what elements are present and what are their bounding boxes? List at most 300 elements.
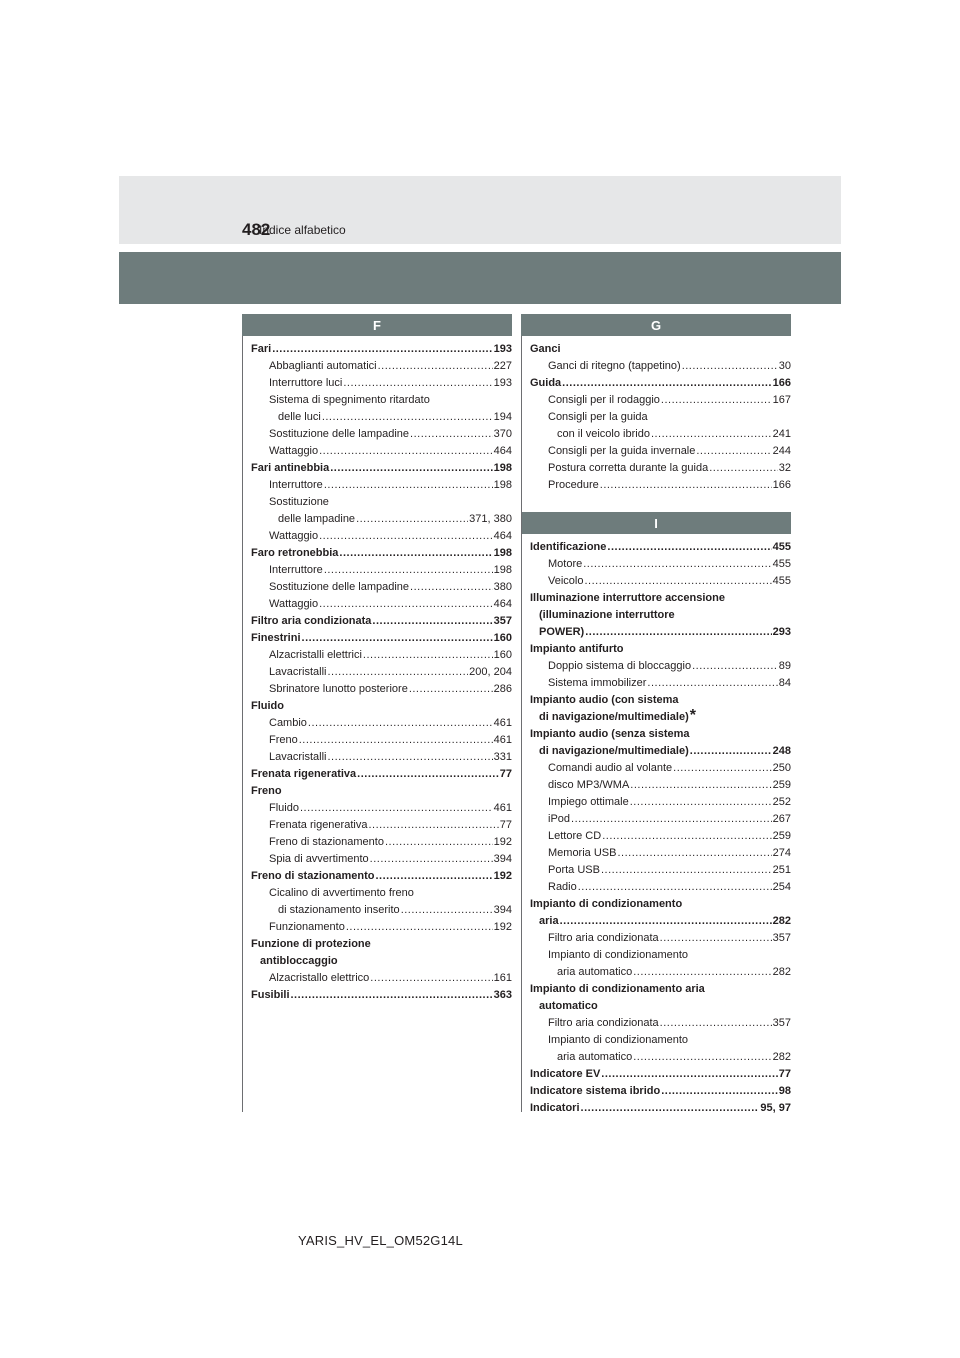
index-entry	[251, 970, 512, 987]
index-term: Ganci	[530, 343, 561, 355]
page-reference: 282	[772, 966, 791, 978]
index-entry	[251, 375, 512, 392]
index-term: Interruttore	[269, 564, 323, 576]
page-reference: 464	[493, 598, 512, 610]
index-term: Impianto di condizionamento	[530, 898, 683, 910]
dot-leader	[324, 477, 493, 494]
index-term: Memoria USB	[548, 847, 617, 859]
dot-leader	[302, 630, 493, 647]
index-entry	[530, 392, 791, 409]
page-reference: 293	[772, 626, 791, 638]
dot-leader	[401, 902, 493, 919]
index-term: Fari	[251, 343, 272, 355]
page-reference: 461	[493, 802, 512, 814]
index-term: Interruttore luci	[269, 377, 343, 389]
page-reference: 254	[772, 881, 791, 893]
page-reference: 357	[772, 1017, 791, 1029]
page-reference: 357	[772, 932, 791, 944]
dot-leader	[682, 358, 778, 375]
page-reference: 455	[772, 558, 791, 570]
page-reference: 464	[493, 530, 512, 542]
index-term: Consigli per la guida	[548, 411, 648, 423]
dot-leader	[661, 1083, 778, 1100]
index-entry	[530, 981, 791, 998]
index-entry	[530, 1015, 791, 1032]
index-term: Sistema di spegnimento ritardato	[269, 394, 430, 406]
index-term: (illuminazione interruttore	[539, 609, 675, 621]
index-entry	[251, 358, 512, 375]
index-entry	[251, 562, 512, 579]
dot-leader	[368, 817, 498, 834]
index-entry	[251, 953, 512, 970]
index-term: Indicatore sistema ibrido	[530, 1085, 661, 1097]
index-entry	[251, 817, 512, 834]
column-divider-left	[242, 336, 243, 1112]
index-term: aria	[539, 915, 559, 927]
index-term: Indicatore EV	[530, 1068, 601, 1080]
index-entry	[530, 1083, 791, 1100]
dot-leader	[346, 919, 493, 936]
index-entry	[251, 392, 512, 409]
index-term: disco MP3/WMA	[548, 779, 630, 791]
column-divider-right	[521, 336, 522, 1112]
index-entry	[530, 1100, 791, 1117]
index-entry	[251, 783, 512, 800]
page-reference: 282	[772, 1051, 791, 1063]
page-reference: 77	[499, 768, 512, 780]
index-term: di navigazione/multimediale)	[539, 711, 689, 723]
page-reference: 77	[499, 819, 512, 831]
dot-leader	[633, 964, 771, 981]
index-term: Filtro aria condizionata	[548, 1017, 659, 1029]
dot-leader	[385, 834, 493, 851]
page-reference: 380	[493, 581, 512, 593]
index-term: Freno di stazionamento	[251, 870, 375, 882]
index-term: Consigli per la guida invernale	[548, 445, 696, 457]
index-entry	[251, 613, 512, 630]
index-entry	[251, 902, 512, 919]
index-term: Consigli per il rodaggio	[548, 394, 660, 406]
index-term: delle lampadine	[278, 513, 356, 525]
index-term: Sostituzione delle lampadine	[269, 428, 410, 440]
index-term: aria automatico	[557, 1051, 633, 1063]
index-entry	[251, 681, 512, 698]
page-reference: 394	[493, 904, 512, 916]
dot-leader	[690, 743, 772, 760]
page-reference: 251	[772, 864, 791, 876]
index-term: Sbrinatore lunotto posteriore	[269, 683, 408, 695]
index-term: Fluido	[269, 802, 299, 814]
page-reference: 455	[772, 541, 791, 553]
dot-leader	[709, 460, 778, 477]
index-entry	[251, 511, 512, 528]
dot-leader	[585, 624, 771, 641]
dot-leader	[661, 392, 772, 409]
dot-leader	[601, 862, 772, 879]
dot-leader	[319, 596, 493, 613]
page-reference: 161	[493, 972, 512, 984]
page-reference: 267	[772, 813, 791, 825]
page-reference: 198	[493, 479, 512, 491]
page-reference: 30	[778, 360, 791, 372]
dot-leader	[327, 749, 492, 766]
index-term: Freno di stazionamento	[269, 836, 384, 848]
index-entry	[251, 341, 512, 358]
page-reference: 331	[493, 751, 512, 763]
index-term: iPod	[548, 813, 571, 825]
section-gap	[521, 494, 791, 512]
page-reference: 193	[493, 377, 512, 389]
index-term: delle luci	[278, 411, 321, 423]
index-term: con il veicolo ibrido	[557, 428, 650, 440]
dot-leader	[410, 426, 493, 443]
index-term: POWER)	[539, 626, 585, 638]
index-entry	[251, 596, 512, 613]
page-reference: 248	[772, 745, 791, 757]
dot-leader	[692, 658, 778, 675]
page-reference: 259	[772, 830, 791, 842]
dot-leader	[602, 828, 771, 845]
index-entry	[530, 460, 791, 477]
dot-leader	[647, 675, 777, 692]
index-term: Cambio	[269, 717, 307, 729]
page-reference: 84	[778, 677, 791, 689]
page-reference: 241	[772, 428, 791, 440]
page-reference: 167	[772, 394, 791, 406]
page-reference: 250	[772, 762, 791, 774]
page-reference: 160	[493, 632, 512, 644]
index-entry	[530, 641, 791, 658]
index-term: Procedure	[548, 479, 599, 491]
index-term: Fari antinebbia	[251, 462, 330, 474]
index-entry	[251, 800, 512, 817]
dot-leader	[581, 1100, 760, 1117]
index-entry	[530, 998, 791, 1015]
index-term: Alzacristallo elettrico	[269, 972, 370, 984]
page-reference: 32	[778, 462, 791, 474]
index-term: Impianto di condizionamento	[548, 1034, 689, 1046]
index-entry	[251, 698, 512, 715]
page-reference: 244	[772, 445, 791, 457]
index-entry	[251, 868, 512, 885]
index-term: Wattaggio	[269, 445, 319, 457]
header-dark-band	[119, 252, 841, 304]
index-entry	[530, 930, 791, 947]
page-reference: 198	[493, 462, 512, 474]
index-entry	[251, 477, 512, 494]
dot-leader	[308, 715, 493, 732]
index-term: automatico	[539, 1000, 598, 1012]
index-term: Finestrini	[251, 632, 301, 644]
index-entry	[251, 885, 512, 902]
section-letter-header: G	[521, 314, 791, 336]
page-reference: 461	[493, 717, 512, 729]
index-term: Freno	[251, 785, 282, 797]
dot-leader	[571, 811, 772, 828]
index-entry	[251, 460, 512, 477]
index-term: Doppio sistema di bloccaggio	[548, 660, 692, 672]
index-term: di navigazione/multimediale)	[539, 745, 689, 757]
dot-leader	[327, 664, 468, 681]
index-entry	[530, 726, 791, 743]
index-entry	[530, 539, 791, 556]
index-entry: di navigazione/multimediale) *	[539, 707, 696, 724]
dot-leader	[319, 443, 493, 460]
dot-leader	[370, 851, 493, 868]
dot-leader	[370, 970, 492, 987]
index-term: Funzione di protezione	[251, 938, 371, 950]
index-term: Veicolo	[548, 575, 584, 587]
page-reference: 286	[493, 683, 512, 695]
dot-leader	[319, 528, 493, 545]
page-reference: 194	[493, 411, 512, 423]
index-entry	[530, 913, 791, 930]
page-reference: 394	[493, 853, 512, 865]
dot-leader	[660, 930, 772, 947]
dot-leader	[410, 579, 493, 596]
index-entry	[251, 528, 512, 545]
page-reference: 198	[493, 564, 512, 576]
index-entry	[251, 715, 512, 732]
index-term: Filtro aria condizionata	[251, 615, 372, 627]
index-term: Comandi audio al volante	[548, 762, 673, 774]
index-entry	[251, 732, 512, 749]
index-entry	[251, 545, 512, 562]
page-reference: 95, 97	[760, 1102, 791, 1114]
index-entry	[251, 851, 512, 868]
dot-leader	[363, 647, 493, 664]
index-entry	[530, 862, 791, 879]
page-title: Indice alfabetico	[259, 223, 346, 237]
page-reference: 166	[772, 479, 791, 491]
index-entry	[530, 1049, 791, 1066]
index-entry	[530, 556, 791, 573]
index-term: Sostituzione delle lampadine	[269, 581, 410, 593]
index-term: Impianto audio (senza sistema	[530, 728, 690, 740]
index-entry	[530, 743, 791, 760]
index-entry	[530, 590, 791, 607]
index-term: Freno	[269, 734, 298, 746]
index-entry	[530, 947, 791, 964]
dot-leader	[372, 613, 492, 630]
index-entry	[530, 964, 791, 981]
index-term: di stazionamento inserito	[278, 904, 400, 916]
page-reference: 192	[493, 921, 512, 933]
dot-leader	[584, 573, 771, 590]
index-entry	[251, 443, 512, 460]
index-term: Sistema immobilizer	[548, 677, 647, 689]
index-entry	[530, 828, 791, 845]
index-term: Lavacristalli	[269, 751, 327, 763]
index-entry	[251, 647, 512, 664]
page-reference: 89	[778, 660, 791, 672]
dot-leader	[339, 545, 492, 562]
index-term: Cicalino di avvertimento freno	[269, 887, 414, 899]
index-term: Funzionamento	[269, 921, 345, 933]
dot-leader	[378, 358, 493, 375]
index-column-left	[242, 314, 512, 1004]
index-term: Lavacristalli	[269, 666, 327, 678]
index-column-right	[521, 314, 791, 1117]
index-entry	[251, 987, 512, 1004]
index-entries	[242, 341, 512, 1004]
index-entry	[530, 624, 791, 641]
index-entry	[530, 477, 791, 494]
page-reference: 160	[493, 649, 512, 661]
dot-leader	[272, 341, 492, 358]
page-reference: 363	[493, 989, 512, 1001]
page-reference: 461	[493, 734, 512, 746]
dot-leader	[357, 766, 499, 783]
index-entry	[530, 879, 791, 896]
page-reference: 198	[493, 547, 512, 559]
dot-leader	[630, 777, 771, 794]
index-term: Filtro aria condizionata	[548, 932, 659, 944]
index-entry	[251, 579, 512, 596]
page-reference: 357	[493, 615, 512, 627]
dot-leader	[330, 460, 492, 477]
section-letter-header: I	[521, 512, 791, 534]
dot-leader	[291, 987, 493, 1004]
dot-leader	[560, 913, 772, 930]
page-reference: 98	[778, 1085, 791, 1097]
index-term: antibloccaggio	[260, 955, 338, 967]
dot-leader	[651, 426, 772, 443]
index-term: Interruttore	[269, 479, 323, 491]
page-reference: 464	[493, 445, 512, 457]
dot-leader	[601, 1066, 777, 1083]
index-term: Frenata rigenerativa	[251, 768, 357, 780]
index-entry	[530, 1066, 791, 1083]
index-term: Fusibili	[251, 989, 290, 1001]
index-term: Lettore CD	[548, 830, 602, 842]
index-entry	[251, 919, 512, 936]
index-term: Indicatori	[530, 1102, 580, 1114]
index-term: Radio	[548, 881, 577, 893]
index-entries	[521, 539, 791, 1117]
page-reference: 370	[493, 428, 512, 440]
dot-leader	[356, 511, 468, 528]
page-number: 482	[242, 220, 271, 239]
index-entry	[251, 766, 512, 783]
index-entry	[530, 675, 791, 692]
dot-leader	[578, 879, 772, 896]
dot-leader	[409, 681, 493, 698]
index-term: Porta USB	[548, 864, 600, 876]
page-reference: 193	[493, 343, 512, 355]
page-reference: 200, 204	[469, 666, 512, 678]
index-term: Wattaggio	[269, 530, 319, 542]
index-term: Wattaggio	[269, 598, 319, 610]
index-entry	[251, 749, 512, 766]
dot-leader	[324, 562, 493, 579]
page-reference: 192	[493, 870, 512, 882]
index-entry	[530, 341, 791, 358]
page-reference: 371, 380	[469, 513, 512, 525]
index-entry	[530, 794, 791, 811]
index-term: Abbaglianti automatici	[269, 360, 377, 372]
index-entry	[530, 426, 791, 443]
index-term: Sostituzione	[269, 496, 329, 508]
index-entry	[251, 664, 512, 681]
index-term: Ganci di ritegno (tappetino)	[548, 360, 681, 372]
dot-leader	[630, 794, 772, 811]
index-entry	[530, 692, 791, 709]
index-entry	[530, 1032, 791, 1049]
dot-leader	[299, 732, 493, 749]
index-term: Impianto di condizionamento	[548, 949, 689, 961]
index-entry	[251, 426, 512, 443]
dot-leader	[343, 375, 492, 392]
index-entry	[530, 443, 791, 460]
index-term: Alzacristalli elettrici	[269, 649, 362, 661]
dot-leader	[633, 1049, 771, 1066]
page-reference: 274	[772, 847, 791, 859]
page-reference: 252	[772, 796, 791, 808]
index-term: Impianto audio (con sistema	[530, 694, 679, 706]
index-term: Identificazione	[530, 541, 607, 553]
index-term: Impianto antifurto	[530, 643, 624, 655]
index-entry	[530, 358, 791, 375]
dot-leader	[322, 409, 493, 426]
index-entry	[530, 760, 791, 777]
index-entry	[530, 375, 791, 392]
index-entry	[251, 409, 512, 426]
index-entry	[530, 845, 791, 862]
page-reference: 166	[772, 377, 791, 389]
document-code: YARIS_HV_EL_OM52G14L	[298, 1233, 463, 1248]
dot-leader	[600, 477, 772, 494]
index-term: Impianto di condizionamento aria	[530, 983, 705, 995]
header-band	[119, 176, 841, 244]
index-term: Postura corretta durante la guida	[548, 462, 709, 474]
dot-leader	[583, 556, 771, 573]
dot-leader	[696, 443, 771, 460]
page-reference: 192	[493, 836, 512, 848]
index-entry	[530, 658, 791, 675]
index-entry	[251, 630, 512, 647]
index-entry	[251, 936, 512, 953]
section-letter-header: F	[242, 314, 512, 336]
dot-leader	[562, 375, 771, 392]
dot-leader	[607, 539, 771, 556]
index-term: Illuminazione interruttore accensione	[530, 592, 725, 604]
page-reference: 259	[772, 779, 791, 791]
index-entries	[521, 341, 791, 494]
index-entry	[251, 494, 512, 511]
index-entry	[530, 607, 791, 624]
dot-leader	[660, 1015, 772, 1032]
dot-leader	[375, 868, 492, 885]
index-term: Guida	[530, 377, 562, 389]
page-reference: 455	[772, 575, 791, 587]
index-term: Spia di avvertimento	[269, 853, 369, 865]
index-entry	[530, 811, 791, 828]
page-reference: 282	[772, 915, 791, 927]
index-entry	[530, 777, 791, 794]
index-term: Faro retronebbia	[251, 547, 339, 559]
page-reference: 227	[493, 360, 512, 372]
index-term: Fluido	[251, 700, 284, 712]
index-term: aria automatico	[557, 966, 633, 978]
page-reference: 77	[778, 1068, 791, 1080]
dot-leader	[300, 800, 493, 817]
index-entry	[251, 834, 512, 851]
index-entry	[530, 896, 791, 913]
index-term: Motore	[548, 558, 583, 570]
dot-leader	[673, 760, 772, 777]
index-entry	[530, 573, 791, 590]
